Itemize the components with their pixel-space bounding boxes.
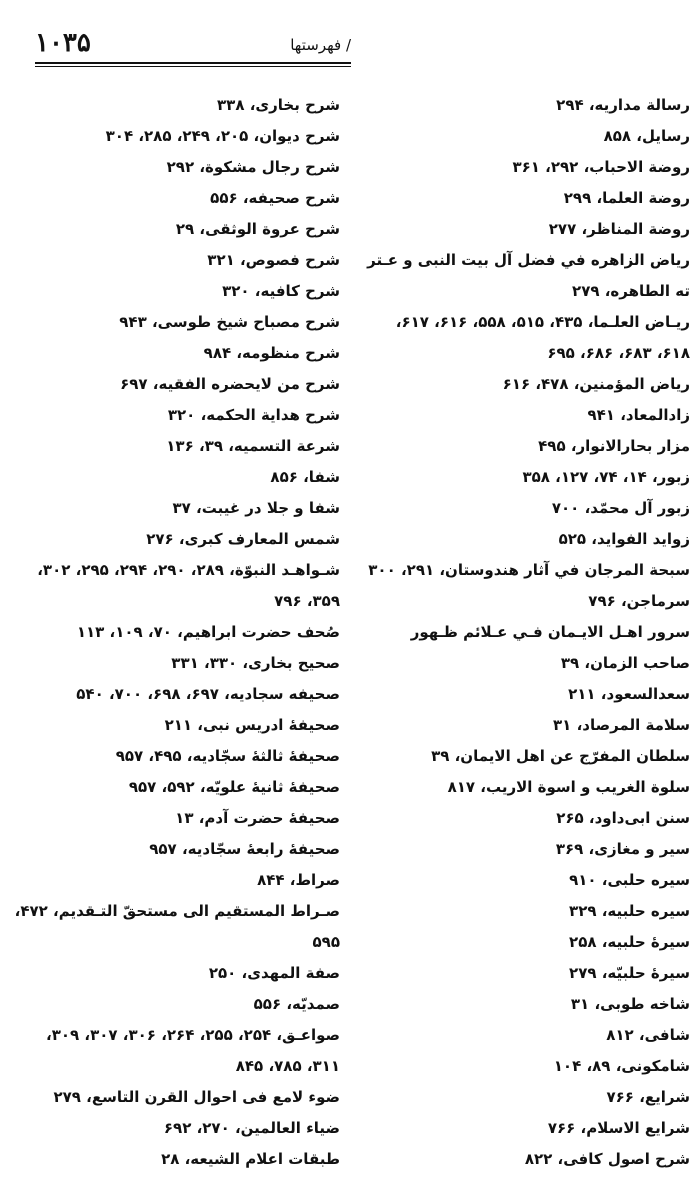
index-entry: شمس المعارف كبری، ۲۷۶ — [146, 530, 340, 548]
index-column-right — [360, 90, 690, 1175]
index-entry: سيرهٔ حلبيّه، ۲۷۹ — [569, 964, 690, 982]
index-entry: زبور آل محمّد، ۷۰۰ — [551, 499, 690, 517]
index-entry: ضياء العالمين، ۲۷۰، ۶۹۲ — [163, 1119, 340, 1137]
index-entry: صحيح بخاری، ۳۳۰، ۳۳۱ — [171, 654, 340, 672]
index-entry: شرح هداية الحكمه، ۳۲۰ — [167, 406, 340, 424]
index-entry: صحيفهٔ رابعهٔ سجّاديه، ۹۵۷ — [149, 840, 340, 858]
index-entry: شرح مصباح شيخ طوسی، ۹۴۳ — [119, 313, 340, 331]
index-entry: سيره حلبيه، ۳۲۹ — [569, 902, 690, 920]
index-entry: مزار بحارالانوار، ۴۹۵ — [538, 437, 690, 455]
header-rule-thin — [35, 66, 351, 67]
index-entry: شرح اصول كافی، ۸۲۲ — [524, 1150, 690, 1168]
index-entry: صواعـق، ۲۵۴، ۲۵۵، ۲۶۴، ۳۰۶، ۳۰۷، ۳۰۹، ۳۱۱، ۷۸۵، ۸۴۵ — [46, 1026, 340, 1075]
index-entry: سبحة المرجان في آثار هندوستان، ۲۹۱، ۳۰۰ — [368, 561, 690, 579]
index-entry: ضوء لامع فی احوال القرن التاسع، ۲۷۹ — [53, 1088, 340, 1106]
index-entry: صـراط المستقيم الی مستحقّ التـقديم، ۴۷۲، ۵۹۵ — [14, 902, 340, 951]
index-entry: زبور، ۱۴، ۷۴، ۱۲۷، ۳۵۸ — [522, 468, 690, 486]
index-entry: شرح فصوص، ۳۲۱ — [207, 251, 340, 269]
index-entry: شـواهـد النبوّة، ۲۸۹، ۲۹۰، ۲۹۴، ۲۹۵، ۳۰۲، ۳۵۹، ۷۹۶ — [37, 561, 340, 610]
header-rule — [35, 62, 351, 64]
index-entry: شرايع، ۷۶۶ — [606, 1088, 690, 1106]
index-entry: سنن ابی‌داود، ۲۶۵ — [556, 809, 690, 827]
index-entry: سير و مغازی، ۳۶۹ — [555, 840, 690, 858]
index-entry: سلوة الغريب و اسوة الاريب، ۸۱۷ — [447, 778, 690, 796]
index-entry: شفا و جلا در غيبت، ۳۷ — [172, 499, 340, 517]
index-entry: سيرهٔ حلبيه، ۲۵۸ — [569, 933, 690, 951]
index-entry: زوايد الفوايد، ۵۲۵ — [558, 530, 690, 548]
index-entry: روضة العلما، ۲۹۹ — [563, 189, 690, 207]
index-entry: رياض الزاهره في فضل آل بيت النبى و عـتر ته الطاهره، ۲۷۹ — [367, 251, 690, 300]
index-entry: شرح رجال مشكوة، ۲۹۲ — [166, 158, 340, 176]
index-entry: رسالة مداريه، ۲۹۴ — [556, 96, 690, 114]
index-entry: شرح كافيه، ۳۲۰ — [222, 282, 340, 300]
running-title: / فهرستها — [290, 36, 351, 54]
index-entry: صحيفهٔ ادريس نبی، ۲۱۱ — [164, 716, 340, 734]
index-entry: شامكونی، ۸۹، ۱۰۴ — [553, 1057, 690, 1075]
index-entry: ريـاض العلـما، ۴۳۵، ۵۱۵، ۵۵۸، ۶۱۶، ۶۱۷، ۶۱۸، ۶۸۳، ۶۸۶، ۶۹۵ — [395, 313, 690, 362]
index-entry: صحيفهٔ ثانيهٔ علويّه، ۵۹۲، ۹۵۷ — [128, 778, 340, 796]
index-entry: شرح بخاری، ۳۳۸ — [217, 96, 340, 114]
index-entry: طبقات اعلام الشيعه، ۲۸ — [161, 1150, 340, 1168]
index-entry: صراط، ۸۴۴ — [257, 871, 340, 889]
index-entry: رياض المؤمنين، ۴۷۸، ۶۱۶ — [502, 375, 690, 393]
index-entry: سيره حلبی، ۹۱۰ — [569, 871, 690, 889]
index-entry: روضة المناظر، ۲۷۷ — [548, 220, 690, 238]
index-entry: سرماجن، ۷۹۶ — [588, 592, 690, 610]
index-entry: سعدالسعود، ۲۱۱ — [568, 685, 690, 703]
index-entry: زادالمعاد، ۹۴۱ — [587, 406, 690, 424]
index-entry: شرح من لايحضره الفقيه، ۶۹۷ — [120, 375, 340, 393]
index-entry: شرح صحيفه، ۵۵۶ — [210, 189, 340, 207]
index-entry: صمديّه، ۵۵۶ — [253, 995, 340, 1013]
index-entry: صحيفه سجاديه، ۶۹۷، ۶۹۸، ۷۰۰، ۵۴۰ — [76, 685, 340, 703]
index-entry: صُحف حضرت ابراهيم، ۷۰، ۱۰۹، ۱۱۳ — [76, 623, 340, 641]
index-entry: شرح عروة الوثقی، ۲۹ — [175, 220, 340, 238]
index-entry: رسايل، ۸۵۸ — [603, 127, 690, 145]
page-number: ۱۰۳۵ — [35, 28, 91, 58]
index-entry: صفة المهدی، ۲۵۰ — [208, 964, 340, 982]
index-entry: شرايع الاسلام، ۷۶۶ — [547, 1119, 690, 1137]
index-entry: صحيفهٔ حضرت آدم، ۱۳ — [175, 809, 340, 827]
index-entry: شاخه طوبی، ۳۱ — [570, 995, 690, 1013]
index-entry: روضة الاحباب، ۲۹۲، ۳۶۱ — [512, 158, 690, 176]
index-entry: سرور اهـل الايـمان فـي عـلائم ظـهور صاحب الزمان، ۳۹ — [410, 623, 690, 672]
index-entry: شرح ديوان، ۲۰۵، ۲۴۹، ۲۸۵، ۳۰۴ — [105, 127, 340, 145]
index-entry: سلامة المرصاد، ۳۱ — [553, 716, 690, 734]
index-entry: شفا، ۸۵۶ — [270, 468, 340, 486]
index-entry: شرح منظومه، ۹۸۴ — [203, 344, 340, 362]
index-column-left — [10, 90, 340, 1175]
index-entry: صحيفهٔ ثالثهٔ سجّاديه، ۴۹۵، ۹۵۷ — [115, 747, 340, 765]
index-entry: سلطان المفرّج عن اهل الايمان، ۳۹ — [431, 747, 690, 765]
index-entry: شرعة التسميه، ۳۹، ۱۳۶ — [166, 437, 340, 455]
index-entry: شافی، ۸۱۲ — [606, 1026, 690, 1044]
